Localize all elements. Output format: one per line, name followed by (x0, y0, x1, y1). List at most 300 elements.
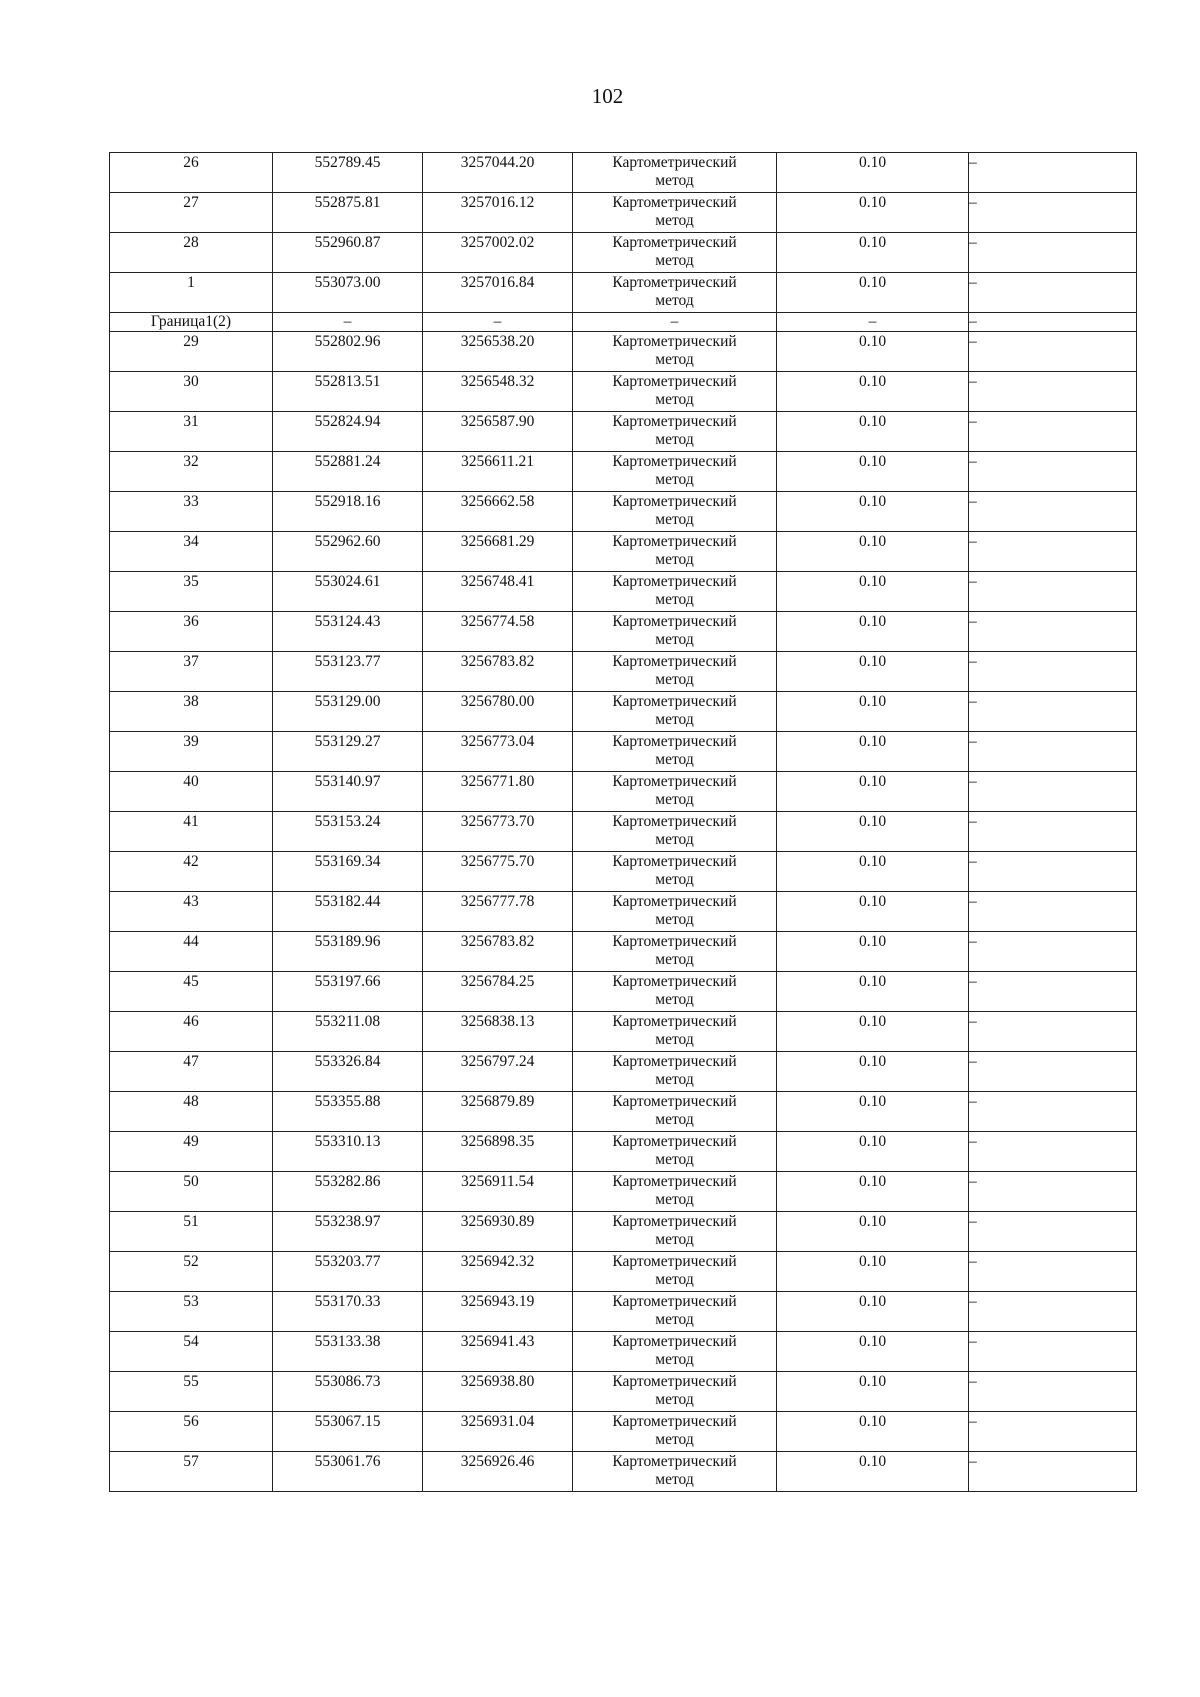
method-line-continued: метод (655, 212, 694, 229)
coordinates-table-body (110, 153, 1137, 1492)
x-coordinate-cell: 553169.34 (273, 852, 423, 892)
table-row (110, 1412, 1137, 1452)
description-cell: – (969, 273, 1137, 313)
method-line-continued: метод (655, 671, 694, 688)
description-cell: – (969, 372, 1137, 412)
point-number-cell: 27 (110, 193, 273, 233)
description-cell: – (969, 1292, 1137, 1332)
accuracy-cell: 0.10 (777, 1012, 969, 1052)
y-coordinate-cell: 3256748.41 (423, 572, 573, 612)
y-coordinate-cell: 3256548.32 (423, 372, 573, 412)
method-line-continued: метод (655, 1111, 694, 1128)
accuracy-cell: 0.10 (777, 892, 969, 932)
x-coordinate-cell: 552918.16 (273, 492, 423, 532)
y-coordinate-cell: 3256926.46 (423, 1452, 573, 1492)
method-line: – (670, 313, 679, 330)
y-coordinate-cell: 3256775.70 (423, 852, 573, 892)
method-line-continued: метод (655, 471, 694, 488)
method-cell (573, 852, 777, 892)
method-line-continued: метод (655, 1271, 694, 1288)
method-line-continued: метод (655, 951, 694, 968)
method-line: Картометрический (612, 1173, 737, 1190)
point-number-cell: 57 (110, 1452, 273, 1492)
description-cell: – (969, 1372, 1137, 1412)
method-line-continued: метод (655, 591, 694, 608)
y-coordinate-cell: 3256838.13 (423, 1012, 573, 1052)
method-line: Картометрический (612, 653, 737, 670)
method-line: Картометрический (612, 693, 737, 710)
point-number-cell: 43 (110, 892, 273, 932)
y-coordinate-cell: 3256783.82 (423, 652, 573, 692)
method-line-continued: метод (655, 431, 694, 448)
accuracy-cell: 0.10 (777, 1052, 969, 1092)
method-line-continued: метод (655, 1231, 694, 1248)
accuracy-cell: 0.10 (777, 332, 969, 372)
method-line: Картометрический (612, 274, 737, 291)
point-number-cell: 52 (110, 1252, 273, 1292)
accuracy-cell: 0.10 (777, 1172, 969, 1212)
x-coordinate-cell: 553203.77 (273, 1252, 423, 1292)
description-cell: – (969, 1332, 1137, 1372)
method-line-continued: метод (655, 351, 694, 368)
method-line: Картометрический (612, 1013, 737, 1030)
table-row (110, 1252, 1137, 1292)
accuracy-cell: 0.10 (777, 612, 969, 652)
method-cell (573, 372, 777, 412)
description-cell: – (969, 692, 1137, 732)
point-number-cell: 44 (110, 932, 273, 972)
table-row (110, 153, 1137, 193)
description-cell: – (969, 1132, 1137, 1172)
method-cell (573, 612, 777, 652)
x-coordinate-cell: 553189.96 (273, 932, 423, 972)
x-coordinate-cell: 552789.45 (273, 153, 423, 193)
accuracy-cell: 0.10 (777, 772, 969, 812)
y-coordinate-cell: 3256780.00 (423, 692, 573, 732)
method-line: Картометрический (612, 533, 737, 550)
method-line-continued: метод (655, 711, 694, 728)
y-coordinate-cell: 3256611.21 (423, 452, 573, 492)
description-cell: – (969, 612, 1137, 652)
method-cell (573, 313, 777, 332)
accuracy-cell: 0.10 (777, 692, 969, 732)
y-coordinate-cell: 3256784.25 (423, 972, 573, 1012)
description-cell: – (969, 972, 1137, 1012)
table-row (110, 1212, 1137, 1252)
x-coordinate-cell: 552824.94 (273, 412, 423, 452)
accuracy-cell: 0.10 (777, 732, 969, 772)
point-number-cell: 47 (110, 1052, 273, 1092)
method-cell (573, 452, 777, 492)
accuracy-cell: 0.10 (777, 1412, 969, 1452)
accuracy-cell: 0.10 (777, 572, 969, 612)
table-row (110, 193, 1137, 233)
description-cell: – (969, 1172, 1137, 1212)
method-cell (573, 412, 777, 452)
accuracy-cell: 0.10 (777, 1452, 969, 1492)
method-line-continued: метод (655, 1191, 694, 1208)
y-coordinate-cell: 3257044.20 (423, 153, 573, 193)
table-row (110, 273, 1137, 313)
method-line: Картометрический (612, 813, 737, 830)
method-line: Картометрический (612, 1293, 737, 1310)
method-line-continued: метод (655, 911, 694, 928)
method-line-continued: метод (655, 1071, 694, 1088)
point-number-cell: Граница1(2) (110, 313, 273, 332)
method-line: Картометрический (612, 933, 737, 950)
method-cell (573, 812, 777, 852)
method-cell (573, 1092, 777, 1132)
y-coordinate-cell: 3256941.43 (423, 1332, 573, 1372)
description-cell: – (969, 193, 1137, 233)
method-line-continued: метод (655, 172, 694, 189)
method-line: Картометрический (612, 234, 737, 251)
accuracy-cell: 0.10 (777, 532, 969, 572)
accuracy-cell: 0.10 (777, 932, 969, 972)
point-number-cell: 41 (110, 812, 273, 852)
y-coordinate-cell: 3256774.58 (423, 612, 573, 652)
y-coordinate-cell: 3257002.02 (423, 233, 573, 273)
method-line: Картометрический (612, 733, 737, 750)
description-cell: – (969, 892, 1137, 932)
method-line: Картометрический (612, 853, 737, 870)
description-cell: – (969, 1092, 1137, 1132)
table-row (110, 732, 1137, 772)
y-coordinate-cell: 3256773.70 (423, 812, 573, 852)
coordinates-table (109, 152, 1137, 1492)
y-coordinate-cell: 3257016.84 (423, 273, 573, 313)
method-line: Картометрический (612, 893, 737, 910)
y-coordinate-cell: 3256773.04 (423, 732, 573, 772)
table-row (110, 492, 1137, 532)
accuracy-cell: 0.10 (777, 1212, 969, 1252)
method-cell (573, 692, 777, 732)
method-line: Картометрический (612, 154, 737, 171)
table-row (110, 452, 1137, 492)
x-coordinate-cell: 553073.00 (273, 273, 423, 313)
table-row (110, 1292, 1137, 1332)
point-number-cell: 35 (110, 572, 273, 612)
y-coordinate-cell: 3256943.19 (423, 1292, 573, 1332)
point-number-cell: 34 (110, 532, 273, 572)
table-row (110, 412, 1137, 452)
y-coordinate-cell: 3256898.35 (423, 1132, 573, 1172)
x-coordinate-cell: 553061.76 (273, 1452, 423, 1492)
x-coordinate-cell: 552881.24 (273, 452, 423, 492)
description-cell: – (969, 1052, 1137, 1092)
method-line: Картометрический (612, 1373, 737, 1390)
method-cell (573, 1172, 777, 1212)
method-line-continued: метод (655, 551, 694, 568)
method-line: Картометрический (612, 194, 737, 211)
x-coordinate-cell: 553153.24 (273, 812, 423, 852)
method-line-continued: метод (655, 1351, 694, 1368)
y-coordinate-cell: 3256931.04 (423, 1412, 573, 1452)
method-line: Картометрический (612, 613, 737, 630)
description-cell: – (969, 233, 1137, 273)
method-line-continued: метод (655, 252, 694, 269)
method-line: Картометрический (612, 973, 737, 990)
x-coordinate-cell: 553182.44 (273, 892, 423, 932)
point-number-cell: 36 (110, 612, 273, 652)
accuracy-cell: 0.10 (777, 153, 969, 193)
accuracy-cell: 0.10 (777, 193, 969, 233)
method-line: Картометрический (612, 1333, 737, 1350)
method-cell (573, 153, 777, 193)
method-cell (573, 1412, 777, 1452)
method-cell (573, 932, 777, 972)
accuracy-cell: 0.10 (777, 1092, 969, 1132)
method-line: Картометрический (612, 333, 737, 350)
method-cell (573, 972, 777, 1012)
x-coordinate-cell: 552960.87 (273, 233, 423, 273)
x-coordinate-cell: 553067.15 (273, 1412, 423, 1452)
point-number-cell: 28 (110, 233, 273, 273)
accuracy-cell: – (777, 313, 969, 332)
description-cell: – (969, 332, 1137, 372)
y-coordinate-cell: 3256911.54 (423, 1172, 573, 1212)
table-row (110, 532, 1137, 572)
y-coordinate-cell: – (423, 313, 573, 332)
y-coordinate-cell: 3256587.90 (423, 412, 573, 452)
table-row (110, 233, 1137, 273)
method-line-continued: метод (655, 751, 694, 768)
description-cell: – (969, 1412, 1137, 1452)
method-line: Картометрический (612, 1093, 737, 1110)
accuracy-cell: 0.10 (777, 1252, 969, 1292)
table-row (110, 1012, 1137, 1052)
method-cell (573, 332, 777, 372)
x-coordinate-cell: 553124.43 (273, 612, 423, 652)
x-coordinate-cell: 553129.27 (273, 732, 423, 772)
method-line: Картометрический (612, 493, 737, 510)
method-line: Картометрический (612, 413, 737, 430)
y-coordinate-cell: 3256879.89 (423, 1092, 573, 1132)
point-number-cell: 55 (110, 1372, 273, 1412)
table-row (110, 1132, 1137, 1172)
method-line: Картометрический (612, 773, 737, 790)
method-line: Картометрический (612, 1053, 737, 1070)
point-number-cell: 45 (110, 972, 273, 1012)
accuracy-cell: 0.10 (777, 372, 969, 412)
method-line-continued: метод (655, 631, 694, 648)
method-line-continued: метод (655, 1151, 694, 1168)
description-cell: – (969, 153, 1137, 193)
point-number-cell: 53 (110, 1292, 273, 1332)
x-coordinate-cell: 553310.13 (273, 1132, 423, 1172)
accuracy-cell: 0.10 (777, 412, 969, 452)
method-line-continued: метод (655, 831, 694, 848)
y-coordinate-cell: 3256942.32 (423, 1252, 573, 1292)
method-line-continued: метод (655, 791, 694, 808)
accuracy-cell: 0.10 (777, 652, 969, 692)
x-coordinate-cell: 553133.38 (273, 1332, 423, 1372)
method-line: Картометрический (612, 373, 737, 390)
method-line: Картометрический (612, 1453, 737, 1470)
point-number-cell: 46 (110, 1012, 273, 1052)
x-coordinate-cell: 553238.97 (273, 1212, 423, 1252)
method-line-continued: метод (655, 871, 694, 888)
x-coordinate-cell: 553282.86 (273, 1172, 423, 1212)
description-cell: – (969, 532, 1137, 572)
description-cell: – (969, 1252, 1137, 1292)
point-number-cell: 33 (110, 492, 273, 532)
method-cell (573, 1332, 777, 1372)
y-coordinate-cell: 3256777.78 (423, 892, 573, 932)
accuracy-cell: 0.10 (777, 1332, 969, 1372)
description-cell: – (969, 812, 1137, 852)
method-line-continued: метод (655, 1391, 694, 1408)
method-line-continued: метод (655, 292, 694, 309)
description-cell: – (969, 852, 1137, 892)
point-number-cell: 50 (110, 1172, 273, 1212)
method-cell (573, 1212, 777, 1252)
description-cell: – (969, 772, 1137, 812)
method-cell (573, 273, 777, 313)
table-row (110, 772, 1137, 812)
accuracy-cell: 0.10 (777, 852, 969, 892)
point-number-cell: 32 (110, 452, 273, 492)
y-coordinate-cell: 3256771.80 (423, 772, 573, 812)
method-cell (573, 732, 777, 772)
point-number-cell: 31 (110, 412, 273, 452)
table-row (110, 652, 1137, 692)
method-cell (573, 1052, 777, 1092)
accuracy-cell: 0.10 (777, 452, 969, 492)
point-number-cell: 30 (110, 372, 273, 412)
method-cell (573, 1132, 777, 1172)
description-cell: – (969, 732, 1137, 772)
table-row (110, 892, 1137, 932)
x-coordinate-cell: 552875.81 (273, 193, 423, 233)
method-line: Картометрический (612, 1413, 737, 1430)
point-number-cell: 37 (110, 652, 273, 692)
description-cell: – (969, 932, 1137, 972)
method-cell (573, 1292, 777, 1332)
method-line-continued: метод (655, 991, 694, 1008)
method-cell (573, 1372, 777, 1412)
x-coordinate-cell: 552802.96 (273, 332, 423, 372)
y-coordinate-cell: 3257016.12 (423, 193, 573, 233)
method-cell (573, 572, 777, 612)
x-coordinate-cell: 553024.61 (273, 572, 423, 612)
table-row (110, 572, 1137, 612)
description-cell: – (969, 572, 1137, 612)
point-number-cell: 54 (110, 1332, 273, 1372)
table-row (110, 1092, 1137, 1132)
method-line-continued: метод (655, 391, 694, 408)
accuracy-cell: 0.10 (777, 1292, 969, 1332)
y-coordinate-cell: 3256662.58 (423, 492, 573, 532)
method-line: Картометрический (612, 1213, 737, 1230)
table-row (110, 1172, 1137, 1212)
boundary-row (110, 313, 1137, 332)
description-cell: – (969, 313, 1137, 332)
method-cell (573, 1252, 777, 1292)
x-coordinate-cell: 553170.33 (273, 1292, 423, 1332)
method-line-continued: метод (655, 511, 694, 528)
y-coordinate-cell: 3256938.80 (423, 1372, 573, 1412)
y-coordinate-cell: 3256681.29 (423, 532, 573, 572)
table-row (110, 812, 1137, 852)
point-number-cell: 42 (110, 852, 273, 892)
x-coordinate-cell: 553140.97 (273, 772, 423, 812)
accuracy-cell: 0.10 (777, 972, 969, 1012)
table-row (110, 852, 1137, 892)
method-line-continued: метод (655, 1431, 694, 1448)
x-coordinate-cell: 552962.60 (273, 532, 423, 572)
description-cell: – (969, 412, 1137, 452)
point-number-cell: 49 (110, 1132, 273, 1172)
table-row (110, 972, 1137, 1012)
accuracy-cell: 0.10 (777, 233, 969, 273)
method-cell (573, 193, 777, 233)
table-row (110, 932, 1137, 972)
x-coordinate-cell: 552813.51 (273, 372, 423, 412)
point-number-cell: 1 (110, 273, 273, 313)
point-number-cell: 26 (110, 153, 273, 193)
method-line: Картометрический (612, 1253, 737, 1270)
x-coordinate-cell: 553129.00 (273, 692, 423, 732)
description-cell: – (969, 1212, 1137, 1252)
description-cell: – (969, 652, 1137, 692)
x-coordinate-cell: 553086.73 (273, 1372, 423, 1412)
method-cell (573, 1012, 777, 1052)
point-number-cell: 29 (110, 332, 273, 372)
method-cell (573, 652, 777, 692)
point-number-cell: 56 (110, 1412, 273, 1452)
method-cell (573, 532, 777, 572)
page-number: 102 (591, 84, 624, 108)
accuracy-cell: 0.10 (777, 273, 969, 313)
method-line: Картометрический (612, 1133, 737, 1150)
description-cell: – (969, 452, 1137, 492)
y-coordinate-cell: 3256797.24 (423, 1052, 573, 1092)
x-coordinate-cell: – (273, 313, 423, 332)
point-number-cell: 39 (110, 732, 273, 772)
description-cell: – (969, 1012, 1137, 1052)
x-coordinate-cell: 553326.84 (273, 1052, 423, 1092)
method-cell (573, 1452, 777, 1492)
table-row (110, 1332, 1137, 1372)
method-cell (573, 892, 777, 932)
table-row (110, 612, 1137, 652)
x-coordinate-cell: 553123.77 (273, 652, 423, 692)
description-cell: – (969, 1452, 1137, 1492)
x-coordinate-cell: 553355.88 (273, 1092, 423, 1132)
point-number-cell: 40 (110, 772, 273, 812)
point-number-cell: 38 (110, 692, 273, 732)
method-line-continued: метод (655, 1471, 694, 1488)
table-row (110, 372, 1137, 412)
method-line-continued: метод (655, 1031, 694, 1048)
x-coordinate-cell: 553197.66 (273, 972, 423, 1012)
table-row (110, 1372, 1137, 1412)
table-row (110, 332, 1137, 372)
method-cell (573, 772, 777, 812)
method-line-continued: метод (655, 1311, 694, 1328)
method-line: Картометрический (612, 573, 737, 590)
accuracy-cell: 0.10 (777, 812, 969, 852)
point-number-cell: 51 (110, 1212, 273, 1252)
accuracy-cell: 0.10 (777, 492, 969, 532)
point-number-cell: 48 (110, 1092, 273, 1132)
accuracy-cell: 0.10 (777, 1132, 969, 1172)
accuracy-cell: 0.10 (777, 1372, 969, 1412)
method-cell (573, 233, 777, 273)
table-row (110, 692, 1137, 732)
y-coordinate-cell: 3256783.82 (423, 932, 573, 972)
